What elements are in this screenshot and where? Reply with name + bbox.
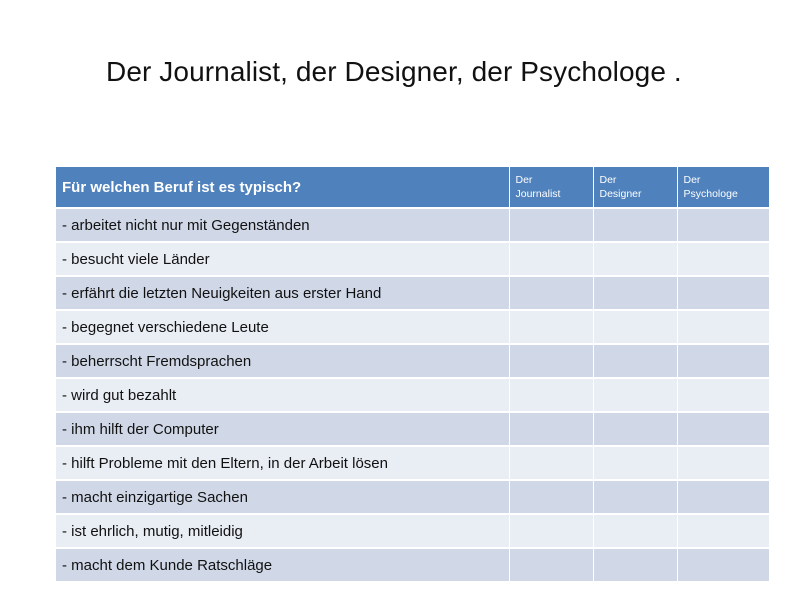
answer-cell-journalist bbox=[509, 514, 593, 548]
answer-cell-designer bbox=[593, 208, 677, 242]
answer-cell-designer bbox=[593, 276, 677, 310]
table-body bbox=[56, 208, 769, 581]
table-row bbox=[56, 242, 769, 276]
profession-table bbox=[56, 167, 769, 581]
header-journalist bbox=[509, 167, 593, 208]
header-designer-line2: Designer bbox=[599, 188, 642, 200]
table-header-row bbox=[56, 167, 769, 208]
answer-cell-designer bbox=[593, 548, 677, 581]
answer-cell-journalist bbox=[509, 480, 593, 514]
slide-title: Der Journalist, der Designer, der Psychologe . bbox=[106, 56, 682, 87]
answer-cell-designer bbox=[593, 412, 677, 446]
answer-cell-psychologe bbox=[677, 412, 769, 446]
question-header: Für welchen Beruf ist es typisch? bbox=[56, 167, 509, 208]
statement-cell: - begegnet verschiedene Leute bbox=[56, 310, 509, 344]
table-row bbox=[56, 412, 769, 446]
table-row bbox=[56, 480, 769, 514]
header-psychologe-line2: Psychologe bbox=[683, 188, 738, 200]
answer-cell-designer bbox=[593, 344, 677, 378]
header-psychologe bbox=[677, 167, 769, 208]
answer-cell-journalist bbox=[509, 446, 593, 480]
answer-cell-psychologe bbox=[677, 242, 769, 276]
answer-cell-psychologe bbox=[677, 480, 769, 514]
answer-cell-psychologe bbox=[677, 514, 769, 548]
table-row bbox=[56, 276, 769, 310]
answer-cell-journalist bbox=[509, 242, 593, 276]
answer-cell-psychologe bbox=[677, 548, 769, 581]
answer-cell-psychologe bbox=[677, 344, 769, 378]
answer-cell-designer bbox=[593, 378, 677, 412]
answer-cell-journalist bbox=[509, 310, 593, 344]
header-psychologe-line1: Der bbox=[683, 174, 701, 186]
header-journalist-line2: Journalist bbox=[515, 188, 561, 200]
table-row bbox=[56, 344, 769, 378]
statement-cell: - macht einzigartige Sachen bbox=[56, 480, 509, 514]
answer-cell-journalist bbox=[509, 412, 593, 446]
answer-cell-psychologe bbox=[677, 378, 769, 412]
header-designer bbox=[593, 167, 677, 208]
statement-cell: - besucht viele Länder bbox=[56, 242, 509, 276]
answer-cell-designer bbox=[593, 242, 677, 276]
answer-cell-designer bbox=[593, 446, 677, 480]
answer-cell-designer bbox=[593, 514, 677, 548]
answer-cell-designer bbox=[593, 310, 677, 344]
statement-cell: - ist ehrlich, mutig, mitleidig bbox=[56, 514, 509, 548]
statement-cell: - macht dem Kunde Ratschläge bbox=[56, 548, 509, 581]
header-designer-line1: Der bbox=[599, 174, 617, 186]
table-row bbox=[56, 310, 769, 344]
answer-cell-journalist bbox=[509, 276, 593, 310]
table-row bbox=[56, 514, 769, 548]
answer-cell-designer bbox=[593, 480, 677, 514]
table-row bbox=[56, 208, 769, 242]
statement-cell: - hilft Probleme mit den Eltern, in der Arbeit lösen bbox=[56, 446, 509, 480]
answer-cell-journalist bbox=[509, 548, 593, 581]
answer-cell-psychologe bbox=[677, 276, 769, 310]
answer-cell-journalist bbox=[509, 378, 593, 412]
answer-cell-journalist bbox=[509, 208, 593, 242]
statement-cell: - erfährt die letzten Neuigkeiten aus erster Hand bbox=[56, 276, 509, 310]
table-row bbox=[56, 548, 769, 581]
table-row bbox=[56, 446, 769, 480]
answer-cell-psychologe bbox=[677, 310, 769, 344]
statement-cell: - wird gut bezahlt bbox=[56, 378, 509, 412]
statement-cell: - ihm hilft der Computer bbox=[56, 412, 509, 446]
answer-cell-psychologe bbox=[677, 446, 769, 480]
statement-cell: - beherrscht Fremdsprachen bbox=[56, 344, 509, 378]
table-row bbox=[56, 378, 769, 412]
answer-cell-journalist bbox=[509, 344, 593, 378]
answer-cell-psychologe bbox=[677, 208, 769, 242]
statement-cell: - arbeitet nicht nur mit Gegenständen bbox=[56, 208, 509, 242]
header-journalist-line1: Der bbox=[515, 174, 533, 186]
